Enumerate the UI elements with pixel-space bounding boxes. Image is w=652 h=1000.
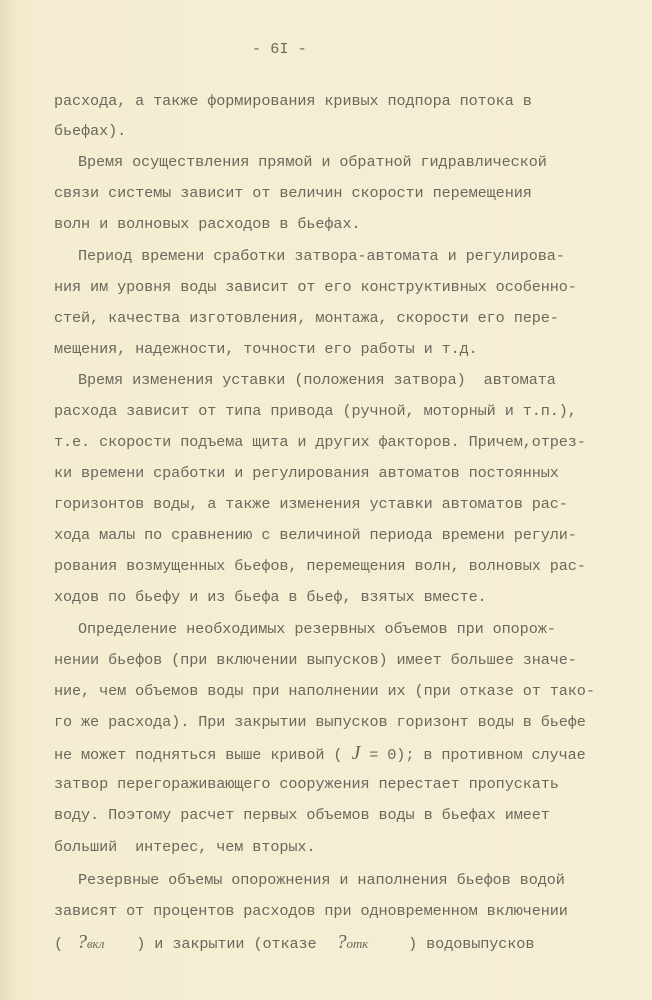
text-line: стей, качества изготовления, монтажа, скорости его пере- bbox=[54, 309, 559, 327]
page-number: - 6I - bbox=[252, 40, 307, 58]
text-line: ки времени сработки и регулирования автоматов постоянных bbox=[54, 464, 559, 482]
text-line: горизонтов воды, а также изменения уставки автоматов рас- bbox=[54, 495, 568, 513]
text-line: Время осуществления прямой и обратной гидравлической bbox=[78, 153, 547, 171]
text-line: т.е. скорости подъема щита и других факторов. Причем,отрез- bbox=[54, 433, 586, 451]
text-line: мещения, надежности, точности его работы и т.д. bbox=[54, 340, 478, 358]
text-line: Время изменения уставки (положения затвора) автомата bbox=[78, 371, 556, 389]
formula-symbol: ? bbox=[77, 931, 87, 953]
text-line: го же расхода). При закрытии выпусков горизонт воды в бьефе bbox=[54, 713, 586, 731]
formula-symbol: J bbox=[351, 742, 361, 764]
text-line: ния им уровня воды зависит от его конструктивных особенно- bbox=[54, 278, 577, 296]
text-line: Определение необходимых резервных объемов при опорож- bbox=[78, 620, 556, 638]
text-segment: в противном случае bbox=[414, 746, 586, 764]
formula-subscript: вкл bbox=[86, 936, 105, 951]
text-segment: ) и закрытии (отказе bbox=[136, 935, 317, 953]
text-line: расхода, а также формирования кривых подпора потока в bbox=[54, 92, 532, 110]
text-line: ходов по бьефу и из бьефа в бьеф, взятых вместе. bbox=[54, 588, 487, 606]
text-line: хода малы по сравнению с величиной периода времени регули- bbox=[54, 526, 577, 544]
text-line: Резервные объемы опорожнения и наполнения бьефов водой bbox=[78, 871, 565, 889]
text-line: больший интерес, чем вторых. bbox=[54, 838, 316, 856]
text-segment: ( bbox=[54, 935, 64, 953]
text-line: ние, чем объемов воды при наполнении их (при отказе от тако- bbox=[54, 682, 595, 700]
formula-symbol: ? bbox=[336, 931, 347, 953]
text-line: рования возмущенных бьефов, перемещения волн, волновых рас- bbox=[54, 557, 586, 575]
text-line: Период времени сработки затвора-автомата и регулирова- bbox=[78, 247, 565, 265]
text-line: волн и волновых расходов в бьефах. bbox=[54, 215, 361, 233]
formula-equals: = 0); bbox=[360, 746, 415, 764]
text-line: затвор перегораживающего сооружения перестает пропускать bbox=[54, 775, 559, 793]
text-line: связи системы зависит от величин скорости перемещения bbox=[54, 184, 532, 202]
formula-line bbox=[54, 744, 586, 764]
text-line: нении бьефов (при включении выпусков) имеет большее значе- bbox=[54, 651, 577, 669]
text-line: бьефах). bbox=[54, 122, 127, 140]
text-line: зависят от процентов расходов при одновременном включении bbox=[54, 902, 568, 920]
text-segment: ) водовыпусков bbox=[408, 935, 535, 953]
formula-line bbox=[54, 933, 534, 953]
text-line: расхода зависит от типа привода (ручной, моторный и т.п.), bbox=[54, 402, 577, 420]
text-line: воду. Поэтому расчет первых объемов воды в бьефах имеет bbox=[54, 806, 550, 824]
formula-subscript: отк bbox=[346, 936, 369, 951]
text-segment: не может подняться выше кривой ( bbox=[54, 746, 343, 764]
